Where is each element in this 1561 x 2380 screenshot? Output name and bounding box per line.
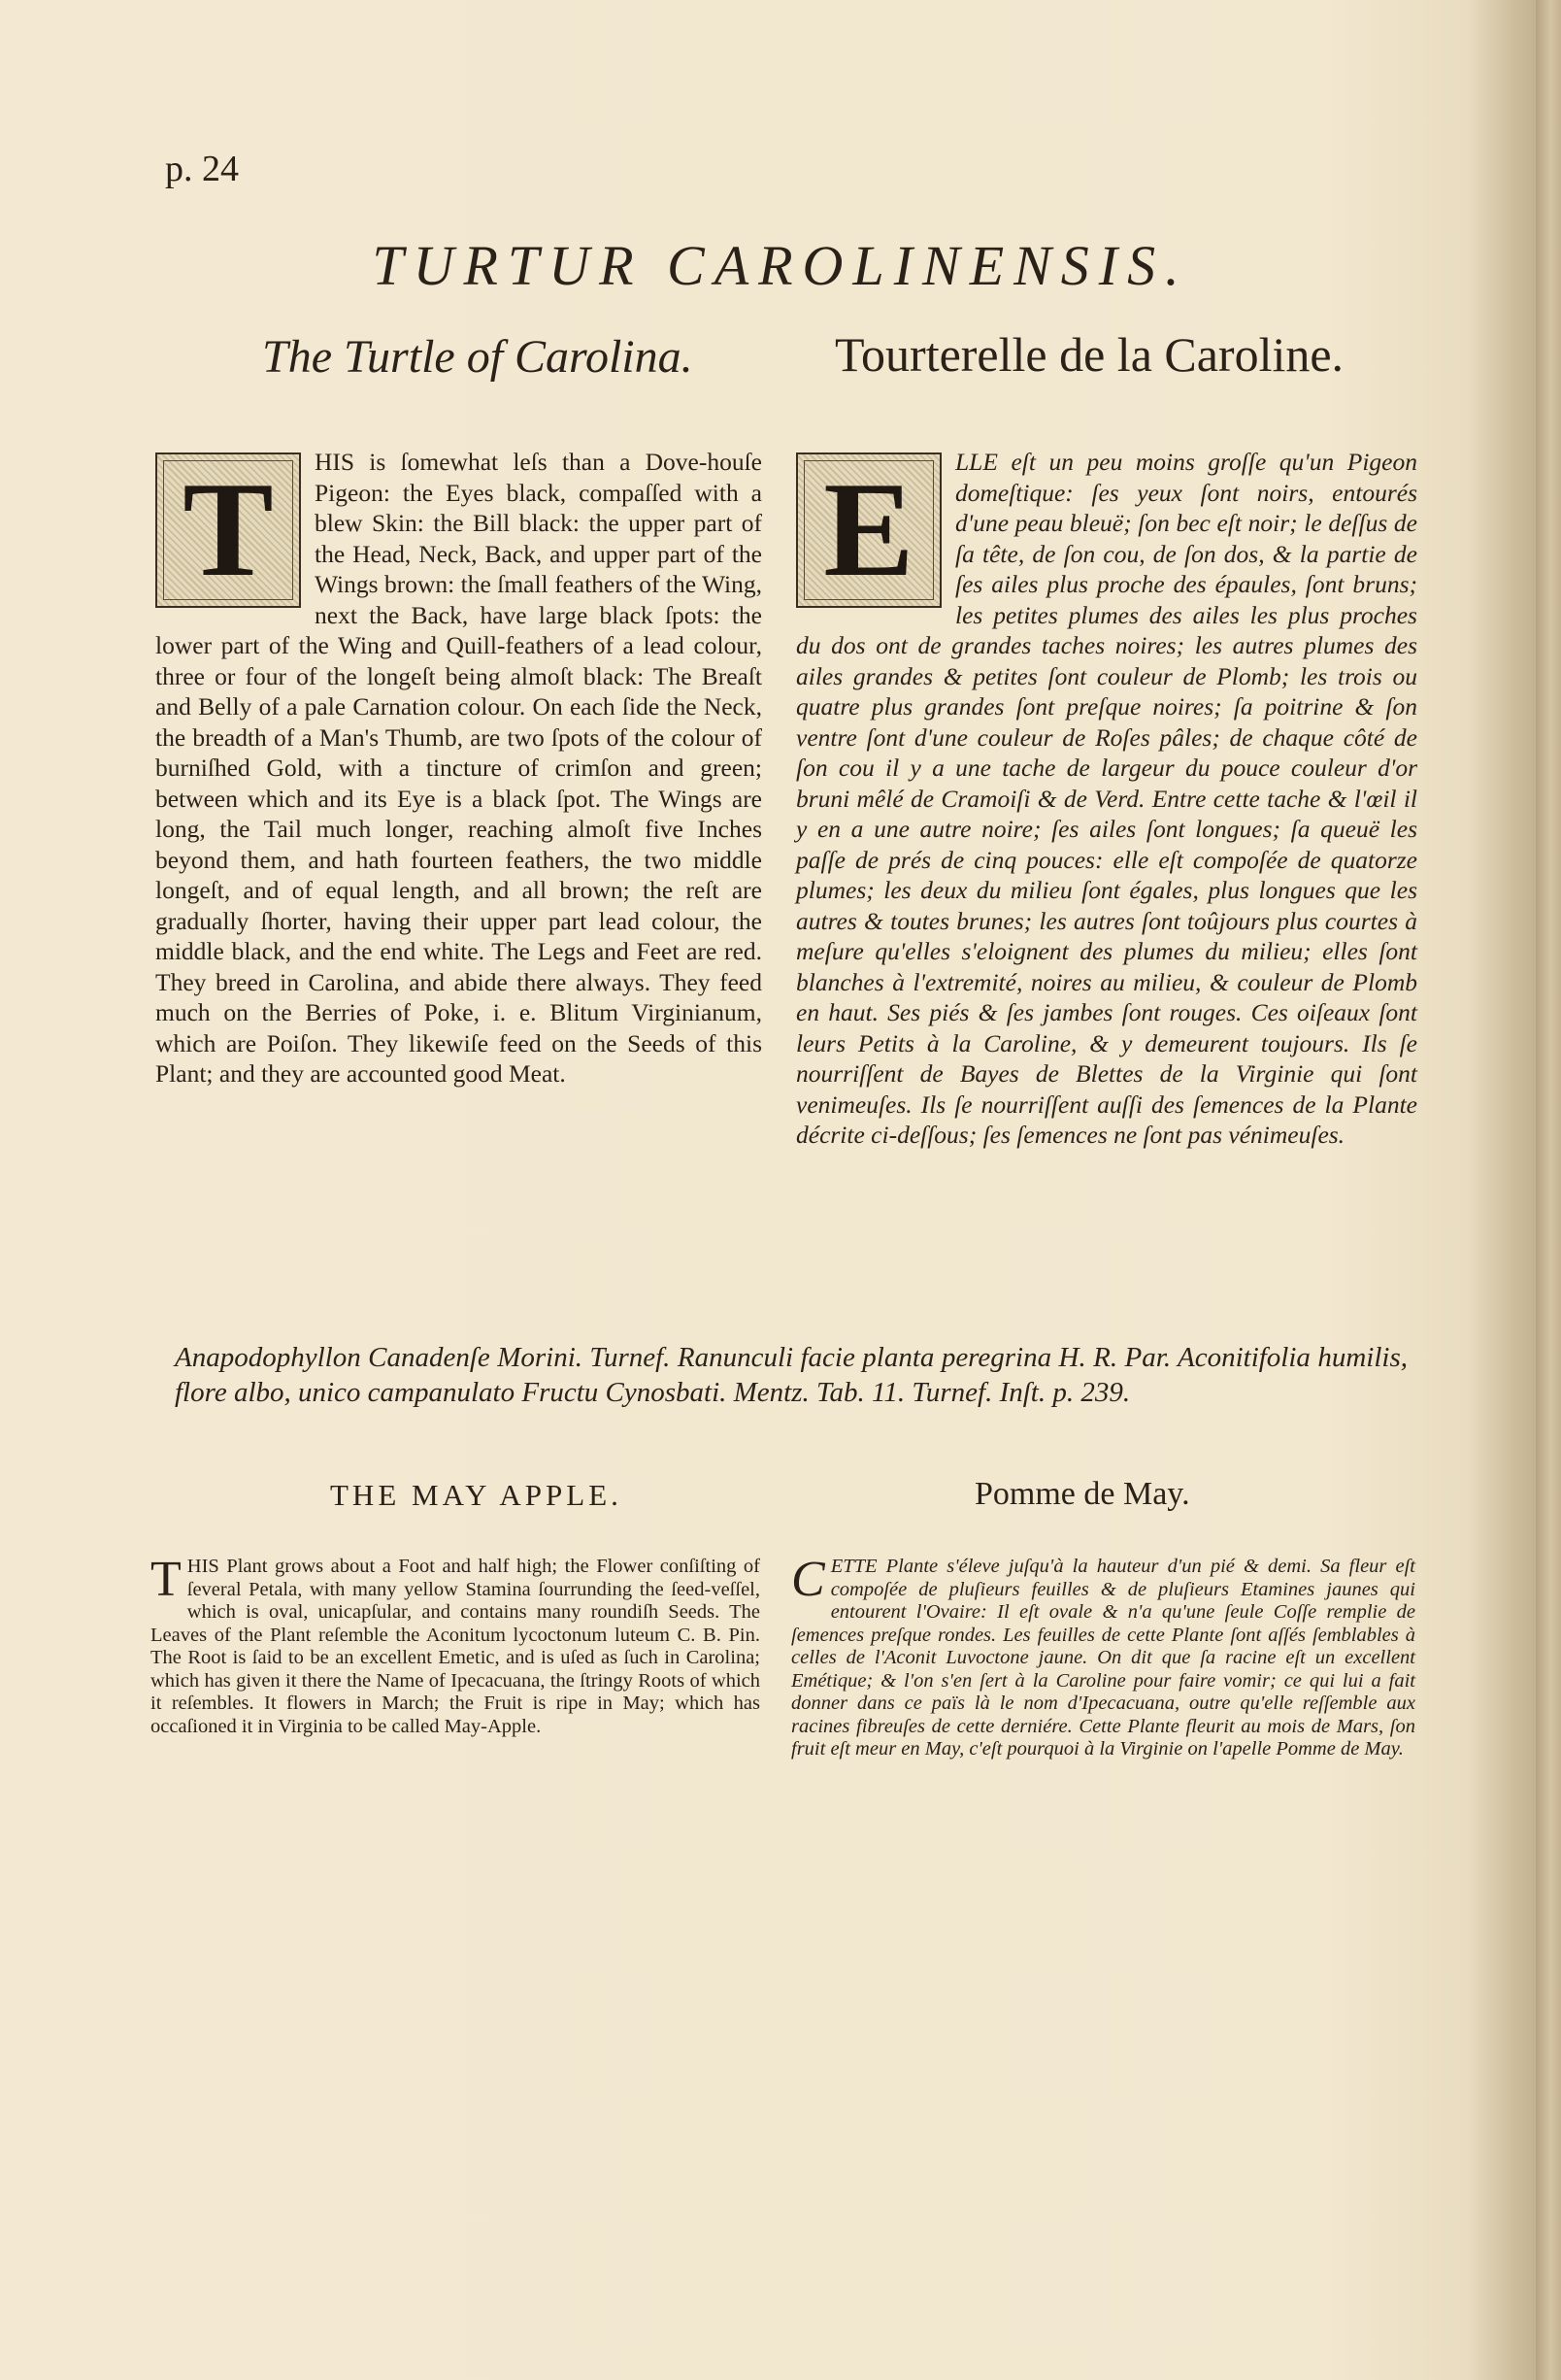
plant-text-english: HIS Plant grows about a Foot and half high; the Flower conſiſting of ſeveral Petala, with many yellow Stamina ſourrunding the ſeed-veſſel, which is oval, unicapſular, and contains many roundiſh Seeds. The Leaves of the Plant reſemble the Aconitum lycoctonum luteum C. B. Pin. The Root is ſaid to be an excellent Emetic, and is uſed as ſuch in Carolina; which has given it there the Name of Ipecacuana, the ſtringy Roots of which it reſembles. It flowers in March; the Fruit is ripe in May; which has occaſioned it in Virginia to be called May-Apple. [150,1556,760,1737]
plant-description-french [791,1552,1415,1761]
bird-description-english [155,447,762,1089]
botanical-reference: Anapodophyllon Canadenſe Morini. Turnef. Ranunculi facie planta peregrina H. R. Par. Aconitifolia humilis, flore albo, unico campanulato Fructu Cynosbati. Mentz. Tab. 11. Turnef. Inſt. p. 239. [175,1342,1408,1408]
plant-initial-english: T [150,1552,182,1607]
page-gutter [1536,0,1561,2380]
subtitle-french: Tourterelle de la Caroline. [835,327,1345,382]
plant-title-english: THE MAY APPLE. [330,1478,622,1512]
subtitle-english: The Turtle of Carolina. [262,331,693,383]
page-number: p. 24 [165,149,239,189]
bird-description-french [796,447,1417,1151]
plant-initial-french: C [791,1552,825,1607]
plant-title-french: Pomme de May. [975,1476,1190,1512]
ornamental-initial-e: E [796,453,942,608]
plant-text-french: ETTE Plante s'éleve juſqu'à la hauteur d'un pié & demi. Sa fleur eſt compoſée de pluſieurs feuilles & de pluſieurs Etamines jaunes qui entourent l'Ovaire: Il eſt ovale & n'a qu'une ſeule Coſſe remplie de ſemences preſque rondes. Les feuilles de cette Plante ſont aſſés ſemblables à celles de l'Aconit Luvoctone jaune. On dit que ſa racine eſt un excellent Emétique; & l'on s'en ſert à la Caroline pour faire vomir; ce qui lui a fait donner dans ce païs là le nom d'Ipecacuana, outre qu'elle reſſemble aux racines fibreuſes de cette derniére. Cette Plante fleurit au mois de Mars, ſon fruit eſt meur en May, c'eſt pourquoi à la Virginie on l'apelle Pomme de May. [791,1556,1415,1760]
plant-description-english [150,1552,760,1738]
bird-text-english: HIS is ſomewhat leſs than a Dove-houſe Pigeon: the Eyes black, compaſſed with a blew Skin: the Bill black: the upper part of the Head, Neck, Back, and upper part of the Wings brown: the ſmall feathers of the Wing, next the Back, have large black ſpots: the lower part of the Wing and Quill-feathers of a lead colour, three or four of the longeſt being almoſt black: The Breaſt and Belly of a pale Carnation colour. On each ſide the Neck, the breadth of a Man's Thumb, are two ſpots of the colour of burniſhed Gold, with a tincture of crimſon and green; between which and its Eye is a black ſpot. The Wings are long, the Tail much longer, reaching almoſt five Inches beyond them, and hath fourteen feathers, the two middle longeſt, and of equal length, and all brown; the reſt are gradually ſhorter, having their upper part lead colour, the middle black, and the end white. The Legs and Feet are red. They breed in Carolina, and abide there always. They feed much on the Berries of Poke, i. e. Blitum Virginianum, which are Poiſon. They likewiſe feed on the Seeds of this Plant; and they are accounted good Meat. [155,448,762,1088]
page-title: TURTUR CAROLINENSIS. [372,234,1189,297]
ornamental-initial-t: T [155,453,301,608]
bird-text-french: LLE eſt un peu moins groſſe qu'un Pigeon domeſtique: ſes yeux ſont noirs, entourés d'une peau bleuë; ſon bec eſt noir; le deſſus de ſa tête, de ſon cou, de ſon dos, & la partie de ſes ailes plus proche des épaules, ſont bruns; les petites plumes des ailes les plus proches du dos ont de grandes taches noires; les autres plumes des ailes grandes & petites ſont couleur de Plomb; les trois ou quatre plus grandes ſont preſque noires; ſa poitrine & ſon ventre ſont d'une couleur de Roſes pâles; de chaque côté de ſon cou il y a une tache de largeur du pouce couleur d'or bruni mêlé de Cramoiſi & de Verd. Entre cette tache & l'œil il y en a une autre noire; ſes ailes ſont longues; ſa queuë les paſſe de prés de cinq pouces: elle eſt compoſée de quatorze plumes; les deux du milieu ſont égales, plus longues que les autres & toutes brunes; les autres ſont toûjours plus courtes à meſure qu'elles s'eloignent des plumes du milieu; elles ſont blanches à l'extremité, noires au milieu, & couleur de Plomb en haut. Ses piés & ſes jambes ſont rouges. Ces oiſeaux ſont leurs Petits à la Caroline, & y demeurent toujours. Ils ſe nourriſſent de Bayes de Blettes de la Virginie qui ſont venimeuſes. Ils ſe nourriſſent auſſi des ſemences de la Plante décrite ci-deſſous; ſes ſemences ne ſont pas vénimeuſes. [796,448,1417,1149]
